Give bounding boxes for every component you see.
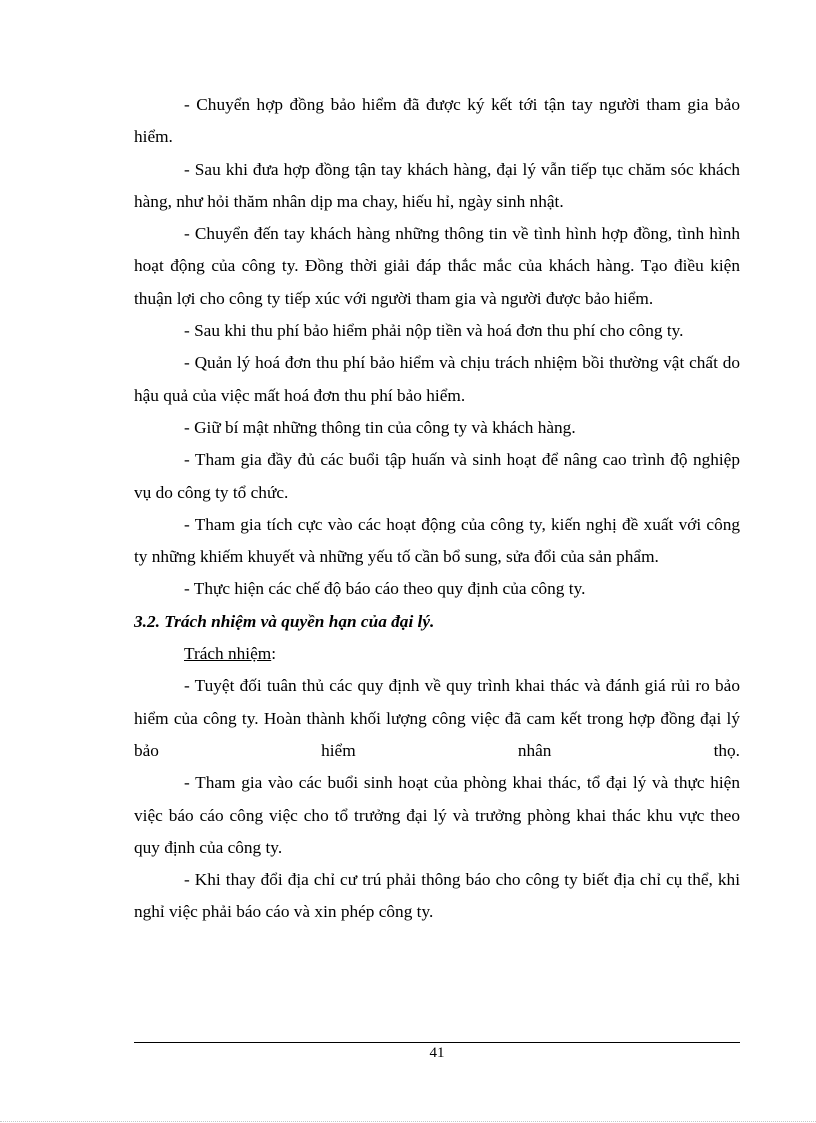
subheading-label: Trách nhiệm <box>184 644 272 664</box>
subheading-colon: : <box>271 644 277 664</box>
subheading <box>134 638 740 670</box>
paragraph-manage-invoices: - Quản lý hoá đơn thu phí bảo hiểm và chịu trách nhiệm bồi thường vật chất do hậu quả của việc mất hoá đơn thu phí bảo hiểm. <box>134 353 740 405</box>
paragraph-participation: - Tham gia tích cực vào các hoạt động của công ty, kiến nghị đề xuất với công ty những khiếm khuyết và những yếu tố cần bổ sung, sửa đổi của sản phẩm. <box>134 514 740 567</box>
paragraph-meetings: - Tham gia vào các buổi sinh hoạt của phòng khai thác, tổ đại lý và thực hiện việc báo cáo công việc cho tổ trưởng đại lý và trưởng phòng khai thác khu vực theo quy định của công ty. <box>134 773 740 857</box>
document-page <box>134 89 740 929</box>
paragraph-compliance: - Tuyệt đối tuân thủ các quy định về quy trình khai thác và đánh giá rủi ro bảo hiểm của công ty. Hoàn thành khối lượng công việc đã cam kết trong hợp đồng đại lý bảo hiểm nhân thọ. <box>134 676 740 760</box>
paragraph-deliver-contract: - Chuyển hợp đồng bảo hiểm đã được ký kết tới tận tay người tham gia bảo hiểm. <box>134 95 740 147</box>
paragraph-confidentiality: - Giữ bí mật những thông tin của công ty và khách hàng. <box>184 417 576 437</box>
paragraph-contract-info: - Chuyển đến tay khách hàng những thông tin về tình hình hợp đồng, tình hình hoạt động của công ty. Đồng thời giải đáp thắc mắc của khách hàng. Tạo điều kiện thuận lợi cho công ty tiếp xúc với người tham gia và người được bảo hiểm. <box>134 224 740 308</box>
paragraph-training: - Tham gia đầy đủ các buổi tập huấn và sinh hoạt để nâng cao trình độ nghiệp vụ do công ty tổ chức. <box>134 450 740 502</box>
page-bottom-border <box>0 1121 816 1122</box>
paragraph-reporting: - Thực hiện các chế độ báo cáo theo quy định của công ty. <box>184 579 586 599</box>
paragraph-pay-premium: - Sau khi thu phí bảo hiểm phải nộp tiền và hoá đơn thu phí cho công ty. <box>184 321 684 341</box>
paragraph-address-change: - Khi thay đổi địa chỉ cư trú phải thông báo cho công ty biết địa chỉ cụ thể, khi nghỉ việc phải báo cáo và xin phép công ty. <box>134 870 740 922</box>
footer-divider <box>134 1042 740 1043</box>
page-number: 41 <box>429 1045 445 1061</box>
paragraph-customer-care: - Sau khi đưa hợp đồng tận tay khách hàng, đại lý vẫn tiếp tục chăm sóc khách hàng, như hỏi thăm nhân dịp ma chay, hiếu hỉ, ngày sinh nhật. <box>134 159 740 211</box>
section-heading: 3.2. Trách nhiệm và quyền hạn của đại lý. <box>134 611 435 631</box>
